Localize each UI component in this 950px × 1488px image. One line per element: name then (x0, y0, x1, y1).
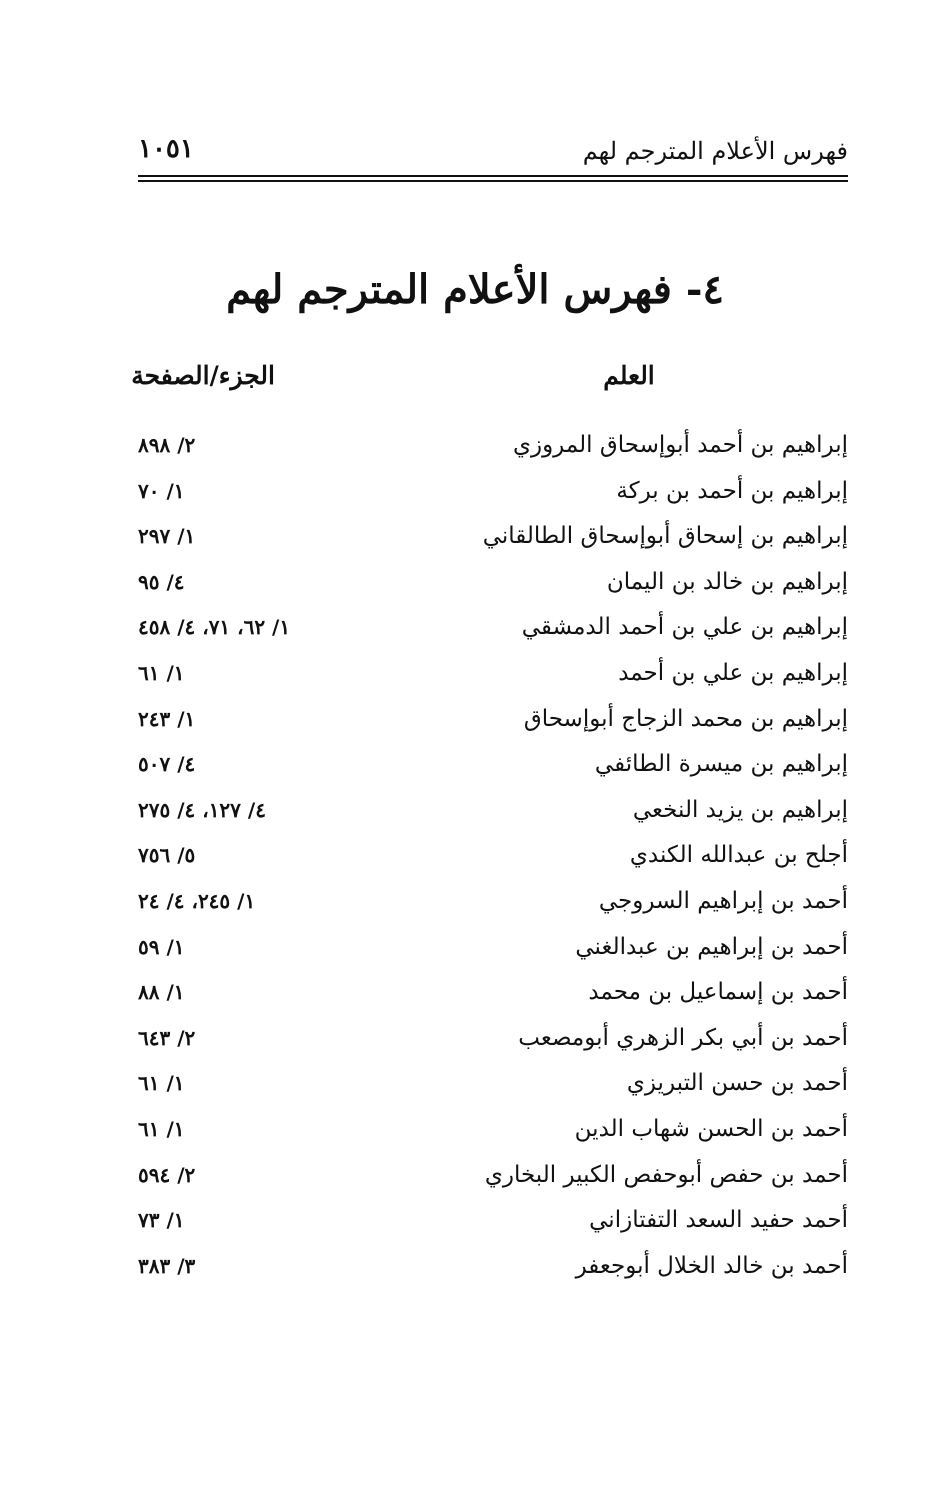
entry-name: إبراهيم بن يزيد النخعي (632, 796, 848, 823)
index-entry (130, 926, 848, 972)
running-header (138, 130, 848, 174)
index-entry (130, 880, 848, 926)
index-entry (130, 1245, 848, 1291)
entry-name: أحمد بن خالد الخلال أبوجعفر (575, 1252, 848, 1279)
entry-name: إبراهيم بن محمد الزجاج أبوإسحاق (523, 705, 848, 732)
entry-name: أحمد حفيد السعد التفتازاني (589, 1207, 848, 1234)
column-header-name: العلم (603, 361, 655, 390)
entry-name: أحمد بن حفص أبوحفص الكبير البخاري (484, 1161, 848, 1188)
entry-reference: ٢/ ٥٩٤ (138, 1162, 196, 1187)
index-entry (130, 515, 848, 561)
entry-reference: ٢/ ٦٤٣ (138, 1025, 196, 1050)
index-entry (130, 1108, 848, 1154)
entry-reference: ٤/ ١٢٧، ٤/ ٢٧٥ (138, 797, 266, 822)
entry-name: أحمد بن إبراهيم بن عبدالغني (575, 933, 848, 960)
index-entry (130, 1017, 848, 1063)
index-entries (130, 424, 848, 1290)
entry-reference: ٤/ ٥٠٧ (138, 752, 196, 777)
entry-name: إبراهيم بن أحمد بن بركة (616, 477, 848, 504)
entry-name: إبراهيم بن علي بن أحمد (618, 659, 848, 686)
entry-reference: ١/ ٢٤٥، ٤/ ٢٤ (138, 888, 256, 913)
entry-reference: ١/ ٥٩ (138, 934, 185, 959)
entry-reference: ١/ ٦١ (138, 1116, 185, 1141)
entry-reference: ١/ ٦٢، ٧١، ٤/ ٤٥٨ (138, 615, 291, 640)
entry-name: أحمد بن الحسن شهاب الدين (574, 1115, 848, 1142)
index-entry (130, 834, 848, 880)
index-entry (130, 1199, 848, 1245)
index-entry (130, 470, 848, 516)
entry-name: أحمد بن أبي بكر الزهري أبومصعب (518, 1024, 848, 1051)
index-entry (130, 743, 848, 789)
index-entry (130, 561, 848, 607)
column-header-reference: الجزء/الصفحة (131, 361, 275, 390)
index-entry (130, 606, 848, 652)
entry-reference: ١/ ٨٨ (138, 980, 185, 1005)
entry-name: أحمد بن حسن التبريزي (626, 1070, 848, 1097)
index-entry (130, 1062, 848, 1108)
entry-reference: ١/ ٦١ (138, 1071, 185, 1096)
index-entry (130, 1154, 848, 1200)
entry-name: أحمد بن إسماعيل بن محمد (588, 979, 848, 1006)
entry-reference: ٣/ ٣٨٣ (138, 1253, 196, 1278)
index-entry (130, 652, 848, 698)
entry-name: إبراهيم بن علي بن أحمد الدمشقي (521, 614, 848, 641)
entry-name: إبراهيم بن إسحاق أبوإسحاق الطالقاني (482, 523, 848, 550)
entry-reference: ١/ ٦١ (138, 660, 185, 685)
index-entry (130, 424, 848, 470)
index-entry (130, 698, 848, 744)
entry-name: أجلح بن عبدالله الكندي (629, 842, 848, 869)
running-title: فهرس الأعلام المترجم لهم (582, 137, 848, 165)
entry-name: إبراهيم بن أحمد أبوإسحاق المروزي (512, 432, 848, 458)
entry-name: إبراهيم بن خالد بن اليمان (606, 568, 848, 595)
entry-reference: ١/ ٢٤٣ (138, 706, 196, 731)
entry-reference: ١/ ٧٣ (138, 1208, 185, 1233)
entry-reference: ٤/ ٩٥ (138, 569, 185, 594)
section-title: ٤- فهرس الأعلام المترجم لهم (226, 266, 724, 313)
entry-reference: ٢/ ٨٩٨ (138, 433, 196, 457)
entry-name: إبراهيم بن ميسرة الطائفي (594, 751, 848, 778)
header-rule-bottom (138, 180, 848, 182)
entry-name: أحمد بن إبراهيم السروجي (598, 887, 848, 914)
page-number: ١٠٥١ (138, 134, 194, 164)
index-entry (130, 789, 848, 835)
entry-reference: ١/ ٧٠ (138, 478, 185, 503)
index-entry (130, 971, 848, 1017)
header-rule-top (138, 175, 848, 177)
entry-reference: ١/ ٢٩٧ (138, 524, 196, 549)
entry-reference: ٥/ ٧٥٦ (138, 843, 196, 868)
